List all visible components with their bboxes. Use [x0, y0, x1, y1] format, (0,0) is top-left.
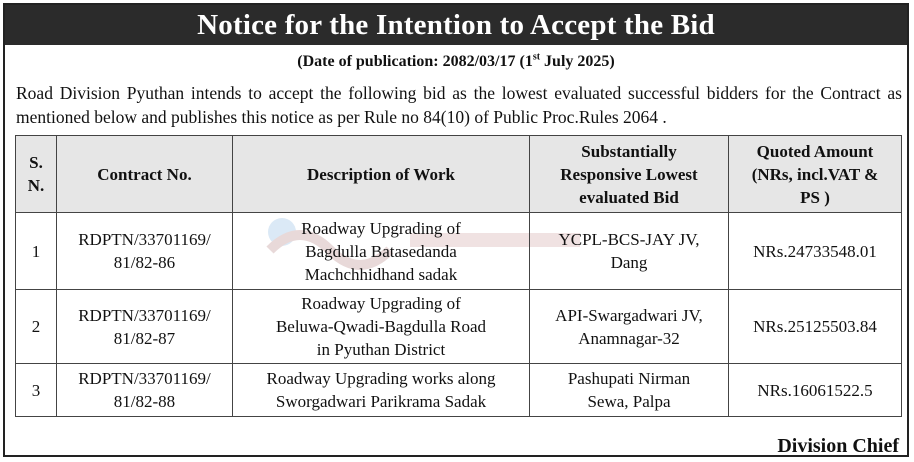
publication-date-suffix: July 2025) [540, 53, 615, 70]
cell-bidder: YCPL-BCS-JAY JV, Dang [530, 213, 729, 290]
table-header-row [16, 136, 902, 213]
header-description: Description of Work [233, 136, 530, 213]
header-amount: Quoted Amount (NRs, incl.VAT & PS ) [729, 136, 902, 213]
cell-contract: RDPTN/33701169/ 81/82-87 [57, 290, 233, 364]
cell-sn: 2 [16, 290, 57, 364]
cell-amount: NRs.24733548.01 [729, 213, 902, 290]
cell-sn: 3 [16, 364, 57, 417]
cell-bidder: Pashupati Nirman Sewa, Palpa [530, 364, 729, 417]
intro-paragraph: Road Division Pyuthan intends to accept the following bid as the lowest evaluated successful bidders for the Contract as mentioned below and publishes this notice as per Rule no 84(10) of Public Proc.Rules 2064 . [16, 83, 902, 127]
bid-table [15, 135, 902, 417]
cell-contract: RDPTN/33701169/ 81/82-86 [57, 213, 233, 290]
cell-description: Roadway Upgrading of Beluwa-Qwadi-Bagdulla Road in Pyuthan District [233, 290, 530, 364]
publication-date-sup: st [532, 51, 541, 63]
cell-description: Roadway Upgrading works along Sworgadwari Parikrama Sadak [233, 364, 530, 417]
header-bid: Substantially Responsive Lowest evaluated Bid [530, 136, 729, 213]
cell-amount: NRs.16061522.5 [729, 364, 902, 417]
cell-amount: NRs.25125503.84 [729, 290, 902, 364]
cell-sn: 1 [16, 213, 57, 290]
publication-date [5, 52, 907, 72]
signature-division-chief: Division Chief [777, 435, 899, 457]
header-contract: Contract No. [57, 136, 233, 213]
cell-contract: RDPTN/33701169/ 81/82-88 [57, 364, 233, 417]
table-row [16, 290, 902, 364]
publication-date-prefix: (Date of publication: 2082/03/17 (1 [297, 53, 533, 70]
header-sn: S. N. [16, 136, 57, 213]
cell-bidder: API-Swargadwari JV, Anamnagar-32 [530, 290, 729, 364]
notice-title: Notice for the Intention to Accept the Bid [5, 5, 907, 45]
table-row [16, 364, 902, 417]
table-row [16, 213, 902, 290]
cell-description: Roadway Upgrading of Bagdulla Batasedanda Machchhidhand sadak [233, 213, 530, 290]
notice-frame [3, 3, 909, 457]
